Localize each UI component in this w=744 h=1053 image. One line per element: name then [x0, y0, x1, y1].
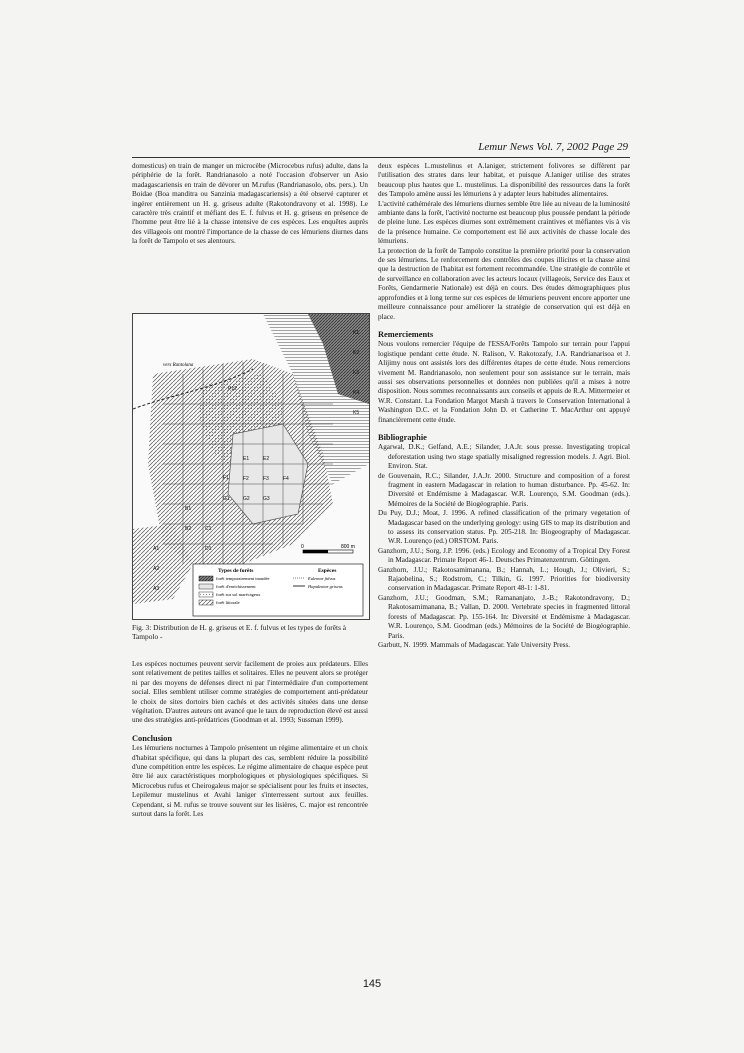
forest-map-figure: [132, 313, 370, 620]
plot-label: K5: [353, 410, 360, 416]
plot-label: F3: [263, 476, 269, 482]
legend-item: forêt sur sol marécageux: [216, 592, 261, 597]
bibliography-entry: Ganzhorn, J.U.; Rakotosamimanana, B.; Hannah, L.; Hough, J.; Olivieri, S.; Rajaobelina, S.; Rodstrom, C.; Tilkin, G. 1997. Priorities for biodiversity conservation in Madagascar. Primate Report 48-1: 1-81.: [378, 565, 630, 593]
plot-label: K4: [353, 390, 360, 396]
right-paragraph-3: La protection de la forêt de Tampolo constitue la première priorité pour la conservation de ses lémuriens. Le renforcement des contrôles des coupes illicites et la chasse ainsi que la destruction de l'habitat est fortement recommandée. Une stratégie de contrôle et de surveillance en collaboration avec les acteurs locaux (villageois, Service des Eaux et Forêts, Gendarmerie Nationale) est déjà en cours. Des études démographiques plus approfondies et à long terme sur ces espèces de lémuriens peuvent encore apporter une meilleure connaissance pour améliorer la stratégie de conservation qui est déjà en place.: [378, 246, 630, 321]
species-title: Espèces: [318, 568, 337, 574]
right-paragraph-1: deux espèces L.mustelinus et A.laniger, strictement folivores se diffèrent par l'utilisation des strates dans leur habitat, et puisque A.laniger utilise des strates beaucoup plus hautes que L. mustelinus. La disponibilité des ressources dans la forêt des Tampolo amène aussi les lémuriens à y adapter leurs habitudes alimentaires.: [378, 162, 630, 199]
scale-bar: [301, 544, 355, 553]
species-item: Eulemur fulvus: [308, 576, 336, 581]
plot-label: A1: [153, 546, 160, 552]
conclusion-heading: Conclusion: [132, 733, 173, 743]
plot-label: G1: [223, 496, 230, 502]
plot-label: A2: [153, 566, 160, 572]
plot-label: F1: [223, 475, 229, 481]
plot-label: K3: [353, 370, 360, 376]
bibliography-heading: Bibliographie: [378, 432, 427, 442]
species-item: Hapalemur griseus: [308, 584, 343, 589]
plot-label: E1: [243, 456, 250, 462]
plot-label: F2: [243, 476, 249, 482]
bibliography-entry: Du Puy, D.J.; Moat, J. 1996. A refined classification of the primary vegetation of Madagascar based on the underlying geology: using GIS to map its distribution and to assess its conservation status. Pp. 205-218. In: Biogeography of Madagascar. W.R. Lourenço (ed.) ORSTOM. Paris.: [378, 509, 630, 546]
scale-start: 0: [301, 544, 304, 550]
bibliography-entry: de Gouvenain, R.C.; Silander, J.A.Jr. 2000. Structure and composition of a forest fragment in eastern Madagascar in relation to human disturbance. Pp. 45-62. In: Diversité et Endémisme à Madagascar. W.R. Lourenço, S.M. Goodman (eds.). Mémoires de la Société de Biogéographie. Paris.: [378, 471, 630, 508]
plot-label: A3: [153, 586, 160, 592]
bibliography-entry: Agarwal, D.K.; Gelfand, A.E.; Silander, J.A.Jr. sous presse. Investigating tropical deforestation using two stage spatially misaligned regression models. J. Agri. Biol. Environ. Stat.: [378, 443, 630, 471]
map-legend: [193, 564, 363, 616]
plot-label: G3: [263, 496, 270, 502]
figure-caption: Fig. 3: Distribution de H. g. griseus et E. f. fulvus et les types de forêts à Tampolo -: [132, 623, 347, 642]
bibliography-entry: Garbutt, N. 1999. Mammals of Madagascar. Yale University Press.: [378, 640, 571, 649]
plot-label: K2: [353, 350, 360, 356]
plot-label: G2: [243, 496, 250, 502]
plot-label: B2: [185, 526, 192, 532]
left-column-bottom: [132, 660, 368, 820]
right-paragraph-2: L'activité cathémérale des lémuriens diurnes semble être liée au niveau de la luminosité ambiante dans la forêt, l'activité nocturne est beaucoup plus poussée pendant la période de pleine lune. Les espèces diurnes sont extrêmement craintives et méfiantes vis à vis de la présence humaine. Ce comportement est lié aux activités de chasse locale des lémuriens.: [378, 199, 630, 246]
plot-label: D1: [205, 546, 212, 552]
right-column: [378, 162, 630, 650]
plot-label: F4: [283, 476, 289, 482]
left-paragraph-1: domesticus) en train de manger un microcèbe (Microcebus rufus) adulte, dans la périphérie de la forêt. Randrianasolo a noté l'occasion d'observer un Asio madagascariensis en train de dévorer un M.rufus (Randrianasolo, obs. pers.). Un Boidae (Boa manditra ou Sanzinia madagascariensis) a été observé capturer et ingérer entièrement un H. g. griseus adulte (Rakotondravony et al. 1998). Le caractère très craintif et méfiant des E. f. fulvus et H. g. griseus en présence de l'homme peut être lié à la chasse intensive de ces espèces. Les enquêtes auprès des villageois ont montré l'importance de la chasse de ces lémuriens diurnes dans la forêt de Tampolo et ses alentours.: [132, 162, 368, 246]
bibliography-entry: Ganzhorn, J.U.; Sorg, J.P. 1996. (eds.) Ecology and Economy of a Tropical Dry Forest in Madagascar. Primate Report 46-1. Deutsches Primatenzentrum. Göttingen.: [378, 546, 630, 565]
acknowledgements-heading: Remerciements: [378, 329, 434, 339]
forest-map: [133, 314, 369, 619]
legend-item: forêt d'enrichissement: [216, 584, 256, 589]
village-label: vers Rantolana: [163, 363, 194, 368]
page-header: Lemur News Vol. 7, 2002 Page 29: [478, 141, 628, 153]
acknowledgements-text: Nous voulons remercier l'équipe de l'ESSA/Forêts Tampolo sur terrain pour l'appui logistique pendant cette étude. N. Ralison, V. Rakotozafy, J.A. Randrianarisoa et J. Alijimy nous ont assistés lors des différentes étapes de cette étude. Nous remercions vivement M. Randrianasolo, non seulement pour son assistance sur le terrain, mais aussi ses observations personnelles et données non publiées qu'il a mises à notre disposition. Nous sommes reconnaissants aux conseils et appuis de R.A. Mittermeier et W.R. Constant. La Fondation Margot Marsh à travers le Conservation International à Washington D.C. et la Fondation John D. et Catherine T. MacArthur ont appuyé financièrement cette étude.: [378, 340, 630, 424]
left-column-top: [132, 162, 368, 247]
legend-item: forêt littorale: [216, 600, 240, 605]
plot-label: K1: [353, 330, 360, 336]
page-number: 145: [362, 978, 382, 990]
plot-label: B1: [185, 506, 192, 512]
header-rule: [132, 157, 630, 158]
conclusion-text: Les lémuriens nocturnes à Tampolo présentent un régime alimentaire et un choix d'habitat spécifique, qui dans la plupart des cas, semblent réduire la possibilité d'une compétition entre les espèces. Le régime alimentaire de chaque espèce peut être lié aux caractéristiques morphologiques et physiologiques spécifiques. Si Microcebus rufus et Cheirogaleus major se spécialisent pour les fruits et insectes, Lepilemur mustelinus et Avahi laniger s'interressent surtout aux feuilles. Cependant, si M. rufus se trouve souvent sur les lisières, C. major est rencontrée surtout dans la forêt. Les: [132, 744, 368, 819]
legend-title: Types de forêts: [218, 568, 254, 574]
plot-label: C1: [205, 526, 212, 532]
plot-label: P12: [228, 386, 237, 392]
left-paragraph-2: Les espèces nocturnes peuvent servir facilement de proies aux prédateurs. Elles sont relativement de petites tailles et solitaires. Elles ne peuvent alors se protéger ni par des moyens de défenses direct ni par l'intermédiaire d'un comportement social. Elles semblent utiliser comme stratégies de comportement anti-prédateur le choix de sites dortoirs bien cachés et des activités situées dans une dense végétation. D'autres auteurs ont avancé que le taux de reproduction élevé est aussi une des stratégies anti-prédatrices (Goodman et al. 1993; Sussman 1999).: [132, 660, 368, 725]
bibliography-entry: Ganzhorn, J.U.; Goodman, S.M.; Ramananjato, J.-B.; Rakotondravony, D.; Rakotosamimanana, B.; Vallan, D. 2000. Vertebrate species in fragmented littoral forests of Madagascar. Pp. 155-164. In: Diversité et Endémisme à Madagascar. W.R. Lourenço, S.M. Goodman (eds.) Mémoires de la Société de Biogéographie. Paris.: [378, 593, 630, 640]
legend-item: forêt temporairement inondée: [216, 576, 270, 581]
scale-end: 800 m: [341, 544, 355, 550]
plot-label: E2: [263, 456, 270, 462]
